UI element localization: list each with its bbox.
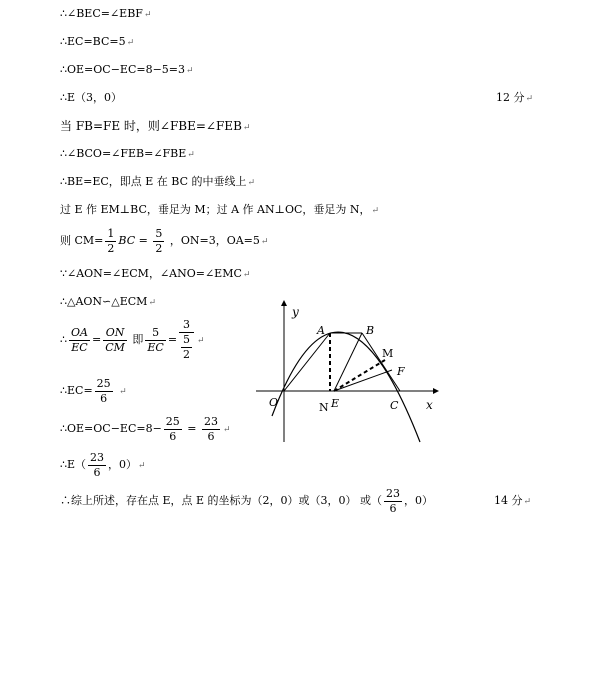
proof-line-6: ∴∠BCO=∠FEB=∠FBE↵ xyxy=(60,147,195,160)
fraction-23-6: $\frac{23}{6}$ xyxy=(386,486,401,515)
geometry-diagram xyxy=(250,296,450,446)
proof-line-10: ∵∠AON=∠ECM，∠ANO=∠EMC↵ xyxy=(60,267,251,280)
segment-bc xyxy=(362,333,400,391)
score-14: 14 分↵ xyxy=(494,494,532,507)
proof-line-3: ∴OE=OC−EC=8−5=3↵ xyxy=(60,63,194,76)
proof-line-5: 当 FB=FE 时，则∠FBE=∠FEB↵ xyxy=(60,119,251,133)
fraction-oa-ec: $\frac{OA}{EC}$ xyxy=(71,325,88,354)
fraction-five-halves: $\frac{5}{2}$ xyxy=(155,226,163,255)
label-y: y xyxy=(292,305,299,319)
proof-line-2: ∴EC=BC=5↵ xyxy=(60,35,135,48)
label-a: A xyxy=(317,324,325,337)
proof-line-13: ∴EC= $\frac{25}{6}$ ↵ xyxy=(60,376,127,405)
proof-line-1: ∴∠BEC=∠EBF↵ xyxy=(60,7,152,20)
proof-line-16: ∴综上所述，存在点 E，点 E 的坐标为（2，0）或（3，0） 或（ $\frac{23}{6}$ ，0） xyxy=(60,486,434,515)
proof-line-4: ∴E（3，0） xyxy=(60,91,123,104)
proof-line-8: 过 E 作 EM⊥BC，垂足为 M；过 A 作 AN⊥OC，垂足为 N，↵ xyxy=(60,203,380,216)
fraction-25-6: $\frac{25}{6}$ xyxy=(96,376,111,405)
label-o: O xyxy=(269,396,279,409)
score-12: 12 分↵ xyxy=(496,91,534,104)
proof-line-14: ∴OE=OC−EC=8− $\frac{25}{6}$ = $\frac{23}{6}$ ↵ xyxy=(60,414,231,443)
fraction-23-6: $\frac{23}{6}$ xyxy=(90,450,105,479)
label-n: N xyxy=(319,401,329,414)
fraction-three-over-five-halves: $\frac{3}{\frac{5}{2}}$ xyxy=(179,318,194,362)
fraction-five-over-ec: $\frac{5}{EC}$ xyxy=(147,325,164,354)
proof-line-12: ∴ $\frac{OA}{EC}$ = $\frac{ON}{CM}$ 即 $\frac{5}{EC}$ = $\frac{3}{\frac{5}{2}}$ ↵ xyxy=(60,318,205,361)
proof-line-9: 则 CM= $\frac{1}{2}$ BC = $\frac{5}{2}$ ，ON=3，OA=5↵ xyxy=(60,226,269,255)
fraction-25-6: $\frac{25}{6}$ xyxy=(165,414,180,443)
label-m: M xyxy=(382,347,394,360)
label-c: C xyxy=(390,399,399,412)
proof-line-11: ∴△AON∽△ECM↵ xyxy=(60,295,156,308)
proof-line-15: ∴E（ $\frac{23}{6}$ ，0）↵ xyxy=(60,450,146,479)
label-f: F xyxy=(397,365,405,378)
fraction-23-6: $\frac{23}{6}$ xyxy=(204,414,219,443)
fraction-on-cm: $\frac{ON}{CM}$ xyxy=(105,325,125,354)
label-x: x xyxy=(426,398,433,412)
proof-line-7: ∴BE=EC，即点 E 在 BC 的中垂线上↵ xyxy=(60,175,256,188)
fraction-one-half: $\frac{1}{2}$ xyxy=(107,226,115,255)
label-b: B xyxy=(366,324,375,337)
segment-oa xyxy=(284,333,330,391)
label-e: E xyxy=(331,397,340,410)
